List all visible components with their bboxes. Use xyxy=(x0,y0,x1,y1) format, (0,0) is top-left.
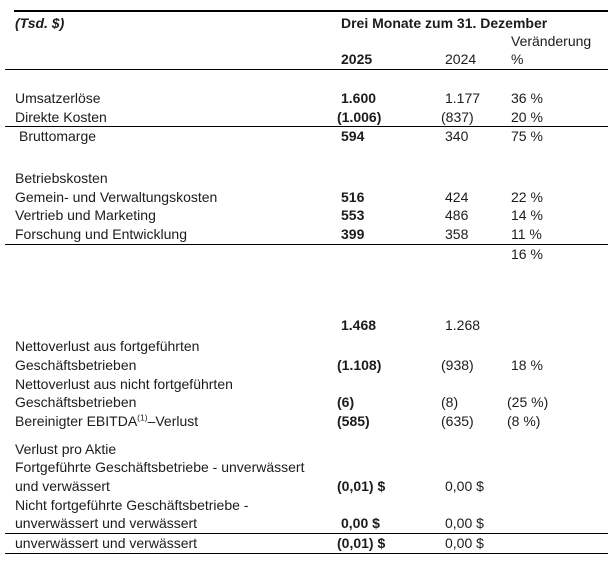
row-spacer xyxy=(5,264,608,316)
table-row xyxy=(5,375,608,394)
value-2025: 553 xyxy=(341,207,365,224)
value-2025: 399 xyxy=(341,226,365,243)
header-row-change xyxy=(5,32,608,50)
row-label xyxy=(5,245,341,264)
value-2025 xyxy=(341,458,445,477)
value-2024: (635) xyxy=(441,412,474,429)
value-2024: 0,00 $ xyxy=(445,515,484,532)
value-change-pct xyxy=(511,496,608,515)
value-2025 xyxy=(341,440,445,459)
table-row xyxy=(5,127,608,146)
value-2025: 1.468 xyxy=(341,316,377,333)
table-row xyxy=(5,356,608,375)
value-change-pct xyxy=(511,534,608,553)
value-change-pct: 11 % xyxy=(511,226,542,243)
value-change-pct xyxy=(511,337,608,356)
value-change-pct xyxy=(511,477,608,496)
top-rule xyxy=(14,10,608,12)
footnote-ref: (1) xyxy=(137,412,148,423)
table-row xyxy=(5,534,608,554)
table-row xyxy=(5,108,608,128)
table-row xyxy=(5,188,608,207)
table-row xyxy=(5,440,608,459)
table-row xyxy=(5,337,608,356)
value-2025: (585) xyxy=(337,412,370,429)
value-change-pct xyxy=(511,440,608,459)
unit-label: (Tsd. $) xyxy=(15,15,65,31)
value-2024 xyxy=(445,440,511,459)
value-change-pct: 14 % xyxy=(511,207,543,224)
value-2024: 0,00 $ xyxy=(445,535,484,552)
value-2024: 340 xyxy=(445,128,469,145)
row-label: unverwässert und verwässert xyxy=(15,535,198,552)
table-row xyxy=(5,393,608,412)
header-row-title xyxy=(5,14,608,32)
table-row xyxy=(5,477,608,496)
row-label: Nettoverlust aus fortgeführten xyxy=(15,338,200,355)
header-row-years xyxy=(5,50,608,70)
row-label-text: –Verlust xyxy=(147,412,199,429)
value-change-pct xyxy=(511,375,608,394)
table-row xyxy=(5,514,608,534)
value-change-pct: (8 %) xyxy=(507,412,541,429)
value-2025: (1.108) xyxy=(337,356,382,373)
value-change-pct: 16 % xyxy=(511,245,543,262)
value-change-pct xyxy=(511,316,608,335)
value-2024 xyxy=(445,337,511,356)
value-change-pct: 20 % xyxy=(511,108,543,125)
value-change-pct: (25 %) xyxy=(507,394,549,411)
value-2025 xyxy=(341,337,445,356)
value-change-pct: 22 % xyxy=(511,188,543,205)
table-row xyxy=(5,206,608,225)
value-2025 xyxy=(341,496,445,515)
value-2025: (0,01) $ xyxy=(337,535,386,552)
table-row xyxy=(5,496,608,515)
table-row xyxy=(5,169,608,188)
value-2025: 1.600 xyxy=(341,90,377,106)
value-2025: (0,01) $ xyxy=(337,478,386,494)
value-2024: 358 xyxy=(445,226,469,243)
header-gap xyxy=(5,70,608,89)
row-label: Fortgeführte Geschäftsbetriebe - unverwässert xyxy=(15,459,305,476)
value-2024: 486 xyxy=(445,207,469,224)
table-row xyxy=(5,89,608,108)
value-2024: 0,00 $ xyxy=(445,478,484,494)
row-label: Bruttomarge xyxy=(19,128,97,145)
value-2024 xyxy=(445,169,511,188)
value-2025: 0,00 $ xyxy=(341,515,380,532)
value-2024 xyxy=(445,375,511,394)
row-label: und verwässert xyxy=(15,478,110,494)
table-row xyxy=(5,316,608,335)
value-2025 xyxy=(341,169,445,188)
results-table xyxy=(5,10,608,554)
row-label: Vertrieb und Marketing xyxy=(15,207,156,224)
row-spacer xyxy=(5,146,608,169)
row-spacer xyxy=(5,431,608,440)
value-2025: 516 xyxy=(341,188,365,205)
table-body xyxy=(5,89,608,554)
value-2024: 1.268 xyxy=(445,316,481,333)
value-2024 xyxy=(445,496,511,515)
value-2025 xyxy=(341,245,445,264)
row-label: Nicht fortgeführte Geschäftsbetriebe - xyxy=(15,496,249,513)
value-change-pct: 36 % xyxy=(511,90,543,106)
year-2025-header: 2025 xyxy=(341,51,373,67)
row-label: Direkte Kosten xyxy=(15,108,107,125)
row-label: Geschäftsbetrieben xyxy=(15,394,137,411)
value-change-pct xyxy=(511,169,608,188)
row-label: Gemein- und Verwaltungskosten xyxy=(15,188,218,205)
table-row xyxy=(5,245,608,264)
table-row xyxy=(5,225,608,245)
value-2025 xyxy=(341,375,445,394)
row-label: Forschung und Entwicklung xyxy=(15,226,187,243)
row-label: unverwässert und verwässert xyxy=(15,515,198,532)
period-title: Drei Monate zum 31. Dezember xyxy=(341,15,548,31)
value-change-pct xyxy=(511,514,608,533)
value-2024: (938) xyxy=(441,356,474,373)
row-label: Nettoverlust aus nicht fortgeführten xyxy=(15,375,233,392)
value-2025: (1.006) xyxy=(337,108,382,125)
row-label: Geschäftsbetrieben xyxy=(15,356,137,373)
value-2024: 1.177 xyxy=(445,90,481,106)
value-2024: 424 xyxy=(445,188,469,205)
value-change-pct: 75 % xyxy=(511,128,543,145)
row-label xyxy=(5,316,341,335)
table-row xyxy=(5,412,608,431)
change-column-label: Veränderung xyxy=(511,33,592,49)
value-change-pct: 18 % xyxy=(511,356,543,373)
value-2025: (6) xyxy=(337,394,355,411)
value-2024 xyxy=(445,458,511,477)
row-label: Verlust pro Aktie xyxy=(15,440,117,457)
row-label: Umsatzerlöse xyxy=(15,90,101,106)
value-2024: (8) xyxy=(441,394,459,411)
year-2024-header: 2024 xyxy=(445,51,477,67)
value-2024: (837) xyxy=(441,108,474,125)
row-label xyxy=(5,412,341,431)
value-2025: 594 xyxy=(341,128,365,145)
value-2024 xyxy=(445,245,511,264)
table-row xyxy=(5,458,608,477)
value-change-pct xyxy=(511,458,608,477)
row-label-text: Bereinigter EBITDA xyxy=(15,412,138,429)
percent-header: % xyxy=(511,51,524,67)
row-label: Betriebskosten xyxy=(15,170,108,187)
